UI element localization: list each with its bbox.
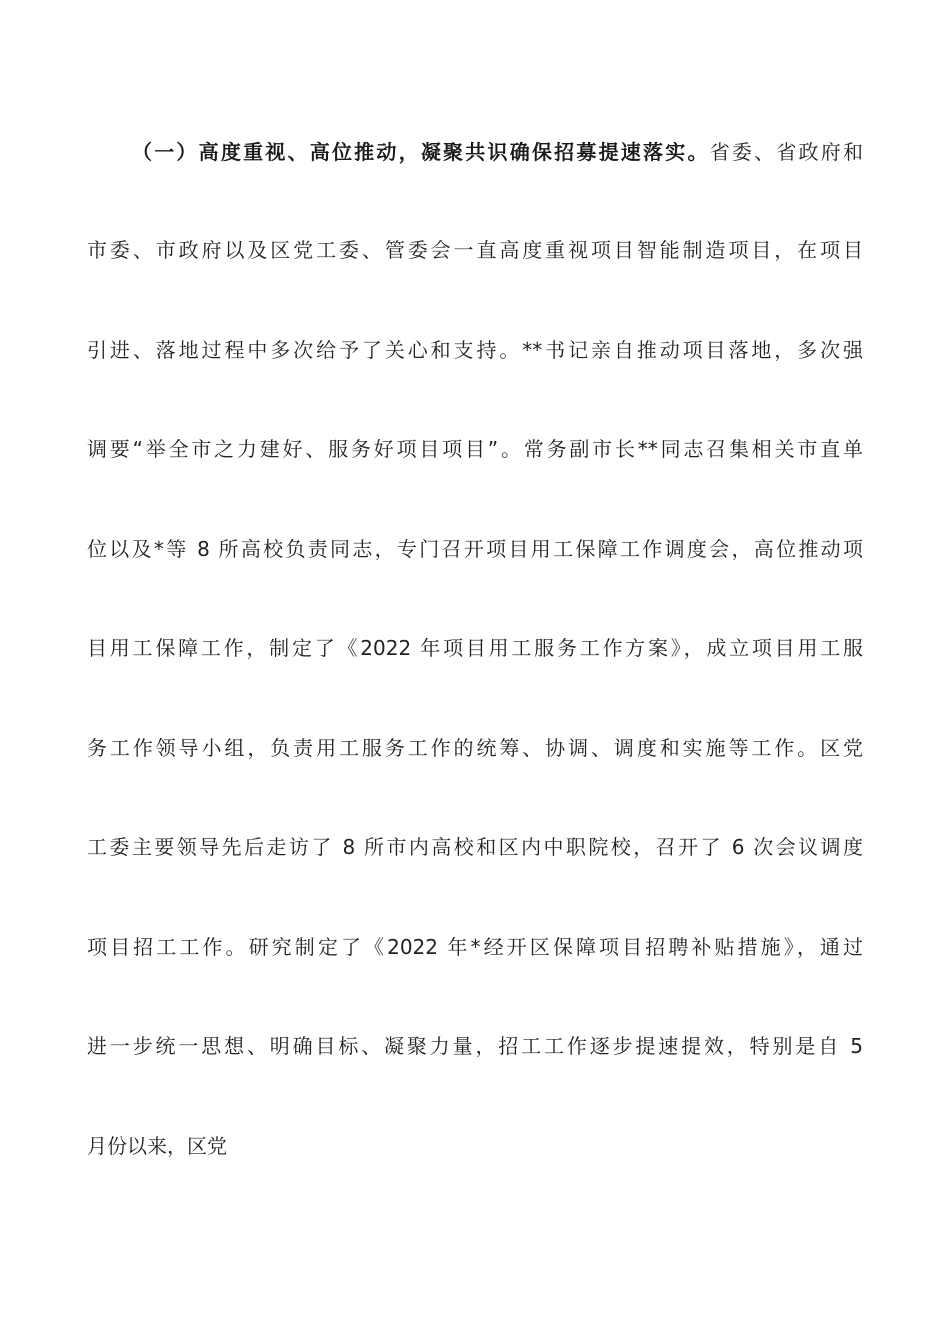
paragraph-line-5: 位以及*等 8 所高校负责同志，专门召开项目用工保障工作调度会，高位推动项	[87, 537, 863, 561]
paragraph-line-8: 工委主要领导先后走访了 8 所市内高校和区内中职院校，召开了 6 次会议调度	[87, 835, 863, 859]
paragraph-line-3: 引进、落地过程中多次给予了关心和支持。**书记亲自推动项目落地，多次强	[87, 338, 863, 362]
paragraph-line-6: 目用工保障工作，制定了《2022 年项目用工服务工作方案》，成立项目用工服	[87, 636, 863, 660]
paragraph-line-7: 务工作领导小组，负责用工服务工作的统筹、协调、调度和实施等工作。区党	[87, 736, 863, 760]
paragraph-line-4: 调要“举全市之力建好、服务好项目项目”。常务副市长**同志召集相关市直单	[87, 437, 863, 461]
paragraph-line-1	[132, 132, 863, 172]
paragraph-line-10: 进一步统一思想、明确目标、凝聚力量，招工工作逐步提速提效，特别是自 5	[87, 1034, 863, 1058]
paragraph-line-9: 项目招工工作。研究制定了《2022 年*经开区保障项目招聘补贴措施》，通过	[87, 935, 863, 959]
paragraph-line-2: 市委、市政府以及区党工委、管委会一直高度重视项目智能制造项目，在项目	[87, 238, 863, 262]
paragraph-heading: （一）高度重视、高位推动，凝聚共识确保招募提速落实。	[132, 140, 710, 164]
paragraph-text: 省委、省政府和	[709, 140, 863, 164]
paragraph-line-11: 月份以来，区党	[87, 1134, 227, 1158]
